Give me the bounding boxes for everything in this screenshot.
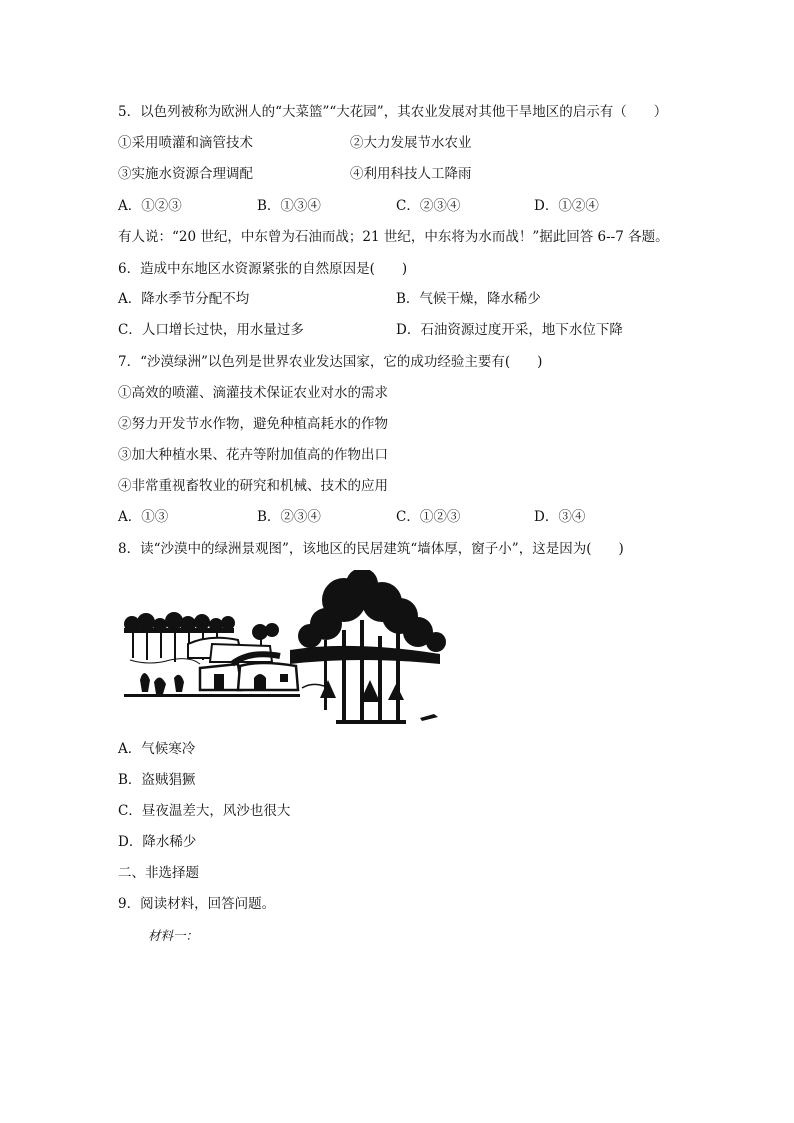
q5-options [0, 197, 794, 215]
q8-stem: 8．读“沙漠中的绿洲景观图”，该地区的民居建筑“墙体厚，窗子小”，这是因为( ) [118, 541, 624, 557]
q8-option-a: A．气候寒冷 [118, 741, 196, 757]
q8-option-c: C．昼夜温差大，风沙也很大 [118, 803, 291, 819]
q5-statement-2: ②大力发展节水农业 [350, 135, 472, 151]
q6-option-a: A．降水季节分配不均 [118, 291, 250, 307]
q9-stem: 9．阅读材料，回答问题。 [118, 896, 276, 912]
q5-option-a: A．①②③ [118, 198, 182, 214]
q6-option-c: C．人口增长过快，用水量过多 [118, 322, 304, 338]
q7-statement-4: ④非常重视畜牧业的研究和机械、技术的应用 [118, 478, 388, 494]
q7-options [0, 508, 794, 526]
q5-statement-4: ④利用科技人工降雨 [350, 166, 472, 182]
q8-option-d: D．降水稀少 [118, 834, 197, 850]
oasis-landscape-image [120, 570, 450, 728]
q5-stem: 5．以色列被称为欧洲人的“大菜篮”“大花园”，其农业发展对其他干旱地区的启示有（ ） [118, 104, 668, 120]
q5-statement-3: ③实施水资源合理调配 [118, 166, 253, 182]
q7-stem: 7．“沙漠绿洲”以色列是世界农业发达国家，它的成功经验主要有( ) [118, 354, 543, 370]
q7-statement-3: ③加大种植水果、花卉等附加值高的作物出口 [118, 447, 388, 463]
q6-option-b: B．气候干燥，降水稀少 [396, 291, 541, 307]
q7-option-a: A．①③ [118, 509, 169, 525]
q6-stem: 6．造成中东地区水资源紧张的自然原因是( ) [118, 261, 408, 277]
q7-option-c: C．①②③ [396, 509, 461, 525]
q5-option-b: B．①③④ [257, 198, 321, 214]
q7-option-b: B．②③④ [257, 509, 321, 525]
palm-grove [290, 570, 446, 724]
material-6-7: 有人说：“20 世纪，中东曾为石油而战；21 世纪，中东将为水而战！”据此回答 6--7 各题。 [118, 229, 669, 245]
q9-material-1-label: 材料一： [148, 928, 199, 943]
q7-statement-2: ②努力开发节水作物，避免种植高耗水的作物 [118, 416, 388, 432]
q5-option-d: D．①②④ [534, 198, 599, 214]
mud-houses [188, 638, 298, 690]
q5-option-c: C．②③④ [396, 198, 461, 214]
q7-statement-1: ①高效的喷灌、滴灌技术保证农业对水的需求 [118, 385, 388, 401]
section-heading-non-choice: 二、非选择题 [118, 865, 199, 881]
q6-option-d: D．石油资源过度开采，地下水位下降 [396, 322, 623, 338]
q5-statement-1: ①采用喷灌和滴管技术 [118, 135, 253, 151]
q8-option-b: B．盗贼猖獗 [118, 772, 196, 788]
q7-option-d: D．③④ [534, 509, 586, 525]
